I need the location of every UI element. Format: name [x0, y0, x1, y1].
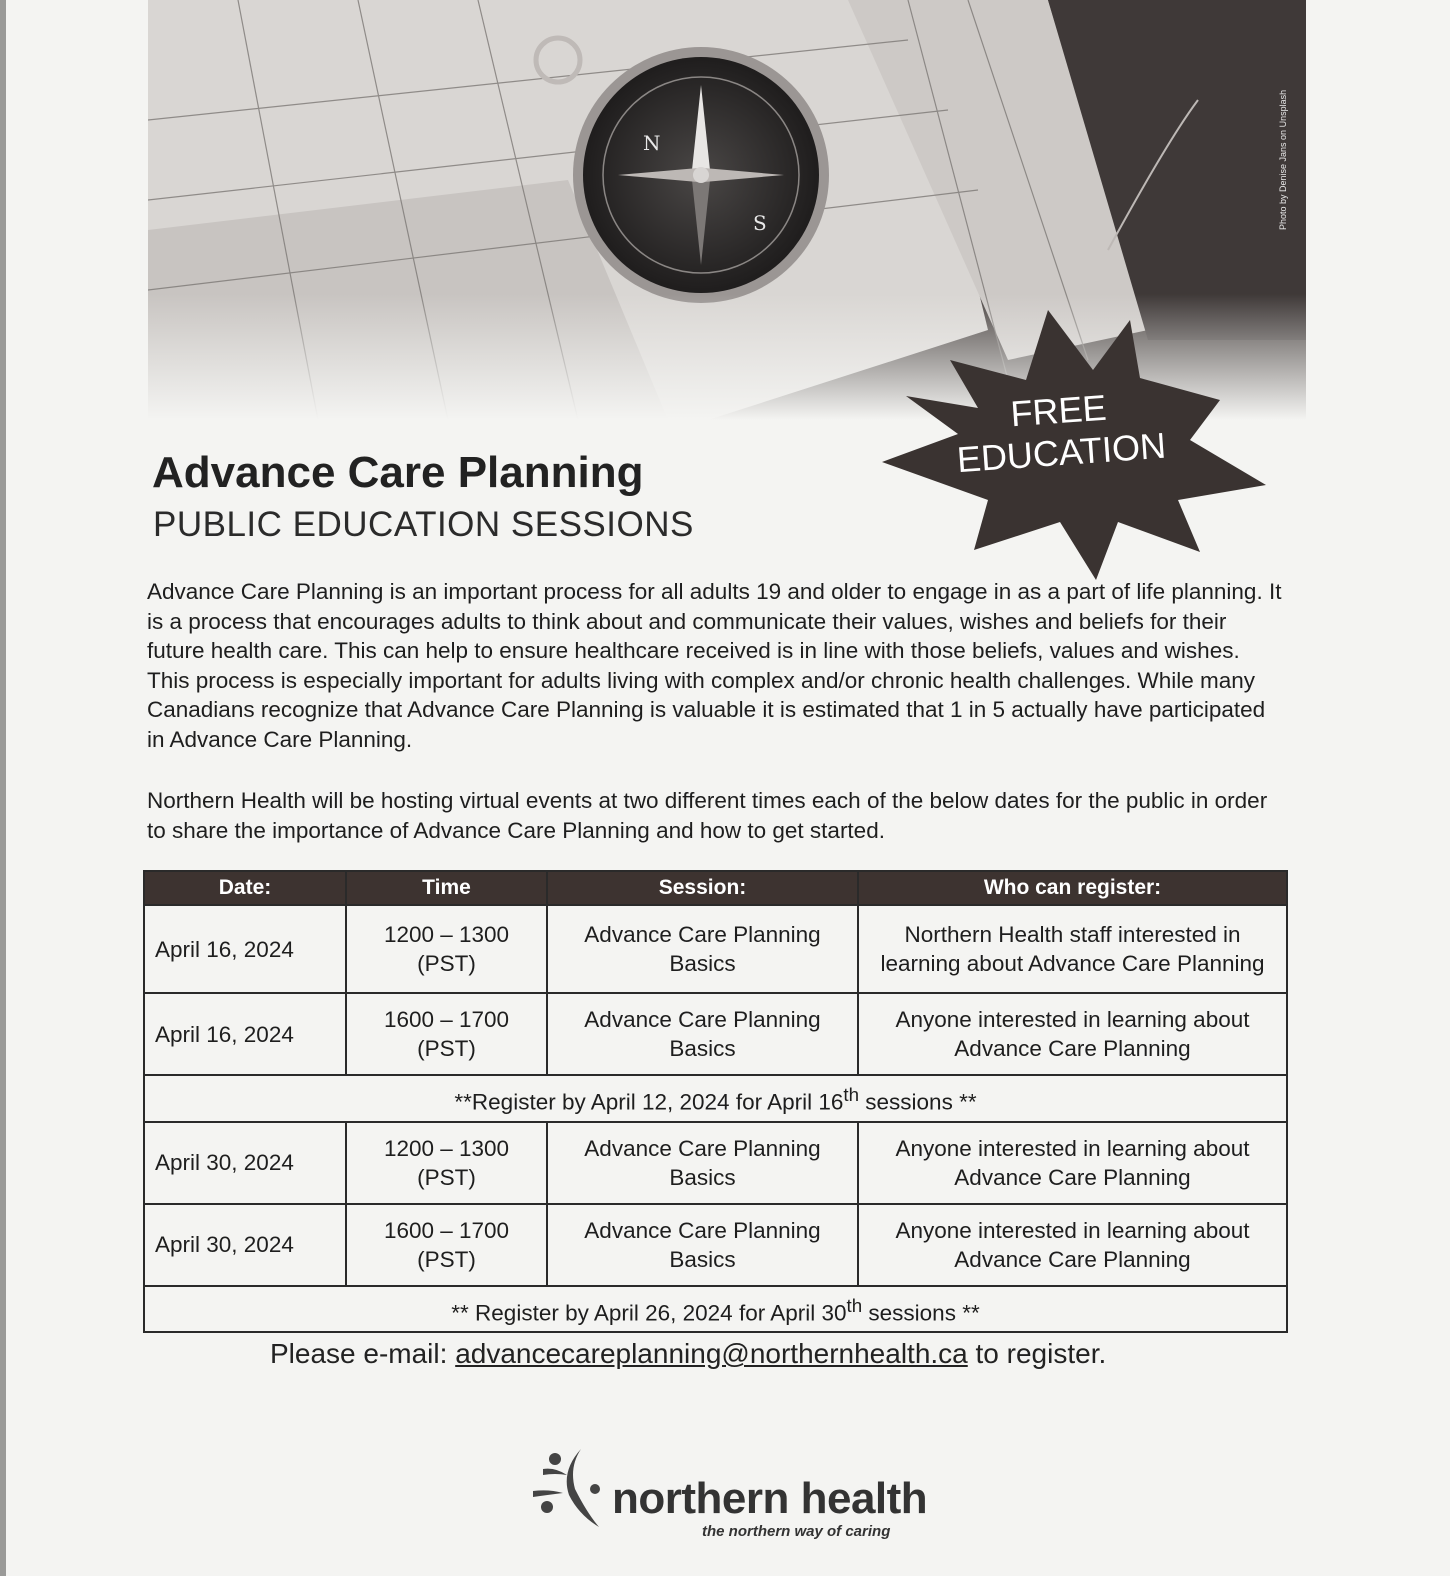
session-level: Basics: [669, 1036, 736, 1061]
table-row: [144, 1204, 1287, 1286]
table-header-row: [144, 871, 1287, 905]
session-title: Advance Care Planning: [584, 1217, 821, 1243]
note-superscript: th: [843, 1084, 860, 1105]
cell-who: Anyone interested in learning about Advance Care Planning: [858, 1204, 1287, 1286]
cell-date: April 30, 2024: [144, 1122, 346, 1204]
time-range: 1600 – 1700: [383, 1007, 510, 1032]
table-row: [144, 993, 1287, 1075]
photo-credit: Photo by Denise Jans on Unsplash: [1278, 89, 1288, 231]
session-level: Basics: [669, 951, 736, 976]
intro-paragraph: Advance Care Planning is an important process for all adults 19 and older to engage in as a part of life planning. It is a process that encourages adults to think about and communicate their values, wishes and beliefs for their future health care. This can help to ensure healthcare received is in line with those beliefs, values and wishes. This process is especially important for adults living with complex and/or chronic health challenges. While many Canadians recognize that Advance Care Planning is valuable it is estimated that 1 in 5 actually have participated in Advance Care Planning.: [147, 579, 1282, 752]
cell-time: [346, 1204, 547, 1286]
cell-date: April 16, 2024: [144, 905, 346, 993]
cell-session: [547, 1204, 858, 1286]
time-range: 1600 – 1700: [383, 1217, 510, 1243]
header-who-can-register: Who can register:: [858, 871, 1287, 905]
free-education-badge-text: [937, 382, 1182, 483]
cta-prefix: Please e-mail:: [270, 1338, 456, 1369]
cell-time: [346, 905, 547, 993]
badge-line-education: EDUCATION: [955, 424, 1168, 481]
cell-who: Anyone interested in learning about Advance Care Planning: [858, 1122, 1287, 1204]
time-range: 1200 – 1300: [383, 922, 510, 947]
badge-line-free: FREE: [1009, 386, 1108, 435]
sessions-table: [143, 870, 1288, 1333]
cell-session: [547, 993, 858, 1075]
register-call-to-action: [270, 1338, 1190, 1370]
time-zone: (PST): [417, 1036, 476, 1061]
register-email-link[interactable]: advancecareplanning@northernhealth.ca: [455, 1338, 968, 1369]
page-subtitle: PUBLIC EDUCATION SESSIONS: [153, 505, 694, 544]
cell-session: [547, 905, 858, 993]
session-title: Advance Care Planning: [584, 1007, 821, 1032]
cell-date: April 30, 2024: [144, 1204, 346, 1286]
session-level: Basics: [669, 1164, 736, 1190]
header-date: Date:: [144, 871, 346, 905]
header-session: Session:: [547, 871, 858, 905]
time-zone: (PST): [417, 951, 476, 976]
time-zone: (PST): [417, 1246, 476, 1272]
cell-date: April 16, 2024: [144, 993, 346, 1075]
cell-time: [346, 1122, 547, 1204]
time-zone: (PST): [417, 1164, 476, 1190]
note-text-end: sessions **: [862, 1300, 980, 1325]
note-text: ** Register by April 26, 2024 for April 30: [451, 1300, 847, 1325]
cell-who: Northern Health staff interested in learning about Advance Care Planning: [858, 905, 1287, 993]
cell-who: Anyone interested in learning about Advance Care Planning: [858, 993, 1287, 1075]
cell-session: [547, 1122, 858, 1204]
cell-time: [346, 993, 547, 1075]
time-range: 1200 – 1300: [383, 1135, 510, 1161]
registration-note-row: [144, 1286, 1287, 1333]
logo-wordmark: northern health: [612, 1474, 928, 1523]
page-title: Advance Care Planning: [152, 448, 644, 497]
note-text: **Register by April 12, 2024 for April 16: [454, 1089, 844, 1115]
table-row: [144, 1122, 1287, 1204]
registration-note-row: [144, 1075, 1287, 1122]
session-title: Advance Care Planning: [584, 1135, 821, 1161]
logo-tagline: the northern way of caring: [702, 1523, 891, 1540]
table-row: [144, 905, 1287, 993]
session-title: Advance Care Planning: [584, 922, 821, 947]
session-level: Basics: [669, 1246, 736, 1272]
cta-suffix: to register.: [967, 1338, 1107, 1369]
registration-note: [144, 1286, 1287, 1333]
note-text-end: sessions **: [859, 1089, 977, 1115]
note-superscript: th: [846, 1294, 863, 1316]
registration-note: [144, 1075, 1287, 1122]
events-paragraph: Northern Health will be hosting virtual events at two different times each of the below dates for the public in order to share the importance of Advance Care Planning and how to get started.: [147, 788, 1268, 843]
scan-edge: [0, 0, 6, 1576]
header-time: Time: [346, 871, 547, 905]
